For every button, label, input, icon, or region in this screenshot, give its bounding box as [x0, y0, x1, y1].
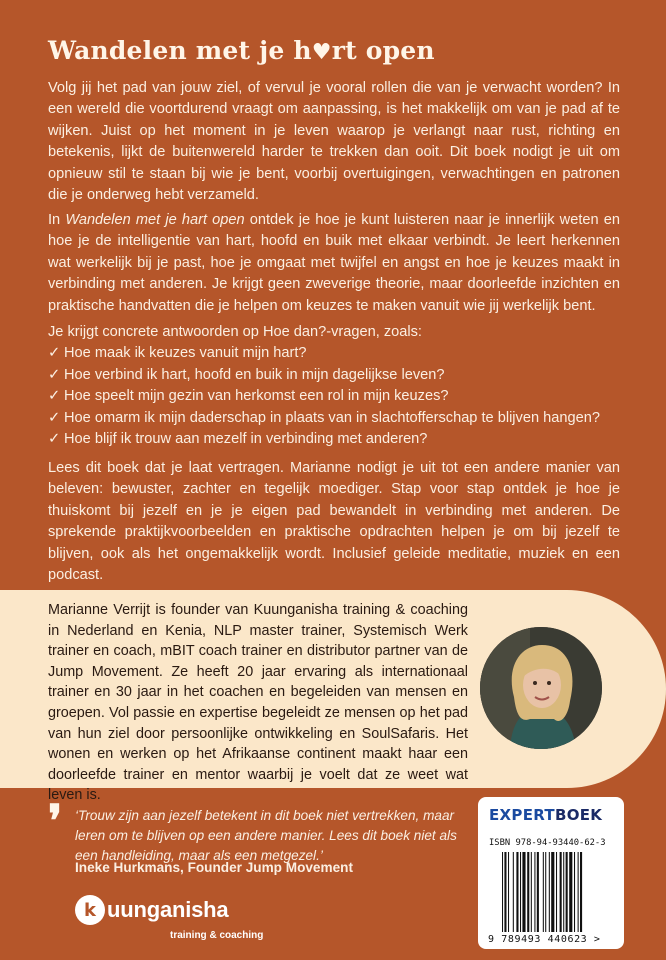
list-item: ✓ Hoe verbind ik hart, hoofd en buik in mijn dagelijkse leven? [48, 365, 620, 386]
book-title-inline: Wandelen met je hart open [65, 212, 245, 228]
kuunganisha-logo [75, 895, 228, 925]
logo-mark-icon: k [75, 895, 105, 925]
list-item: ✓ Hoe omarm ik mijn daderschap in plaats van in slachtofferschap te blijven hangen? [48, 408, 620, 429]
heart-icon: ♥ [311, 39, 332, 65]
isbn-label: ISBN 978-94-93440-62-3 [489, 838, 606, 848]
checkmark-icon: ✓ [48, 409, 61, 426]
checkmark-icon: ✓ [48, 366, 61, 383]
quote-author: Ineke Hurkmans, Founder Jump Movement [75, 860, 353, 875]
list-item: ✓ Hoe speelt mijn gezin van herkomst een rol in mijn keuzes? [48, 386, 620, 407]
checkmark-icon: ✓ [48, 431, 61, 448]
publisher-logo: EXPERTBOEK [489, 806, 603, 824]
book-title: Wandelen met je h♥rt open [48, 36, 435, 65]
questions-intro: Je krijgt concrete antwoorden op Hoe dan?-vragen, zoals: [48, 324, 422, 340]
author-photo [480, 627, 602, 749]
questions-list [48, 322, 620, 450]
quote-mark-icon: ❜ [48, 796, 63, 847]
logo-tagline: training & coaching [170, 930, 264, 941]
intro-paragraph: Volg jij het pad van jouw ziel, of vervul je vooral rollen die van je verwacht worden? In een wereld die voortdurend vraagt om aanpassing, is het makkelijk om van je pad af te wijken. Juist op het moment in je leven waarop je verlangt naar rust, richting en betekenis, lijkt de buitenwereld harder te trekken dan ooit. Dit boek nodigt je uit om opnieuw stil te staan bij wie je bent, voorbij overtuigingen, verwachtingen en patronen die je onderweg hebt verzameld. [48, 80, 620, 204]
checkmark-icon: ✓ [48, 388, 61, 405]
closing-paragraph: Lees dit boek dat je laat vertragen. Marianne nodigt je uit tot een andere manier van beleven: bewuster, zachter en tegelijk moediger. Stap voor stap ontdek je hoe je thuiskomt bij jezelf en je je eigen pad bewandelt in verbinding met anderen. De sprekende praktijkvoorbeelden en praktische opdrachten helpen je om bij jezelf te blijven, ook als het ongemakkelijk wordt. Inclusief geleide meditatie, muziek en een podcast. [48, 460, 620, 584]
endorsement-quote: ‘Trouw zijn aan jezelf betekent in dit boek niet vertrekken, maar leren om te blijven op een andere manier. Lees dit boek niet als een handleiding, maar als een metgezel.’ [75, 808, 457, 863]
list-item: ✓ Hoe maak ik keuzes vanuit mijn hart? [48, 343, 620, 364]
checkmark-icon: ✓ [48, 345, 61, 362]
logo-wordmark: uunganisha [107, 897, 229, 922]
description-paragraph: In Wandelen met je hart open ontdek je hoe je kunt luisteren naar je innerlijk weten en hoe je de intelligentie van hart, hoofd en buik met elkaar verbindt. Je leert herkennen wat werkelijk bij je past, hoe je omgaat met twijfel en angst en hoe je keuzes maakt in verbinding met anderen. Je krijgt geen zweverige theorie, maar doorleefde inzichten en praktische handvatten die je helpen om keuzes te maken vanuit wie jij werkelijk bent. [48, 212, 620, 314]
author-bio: Marianne Verrijt is founder van Kuunganisha training & coaching in Nederland en Kenia, NLP master trainer, Systemisch Werk trainer en coach, mBIT coach trainer en distributor partner van de Jump Movement. Ze heeft 20 jaar ervaring als internationaal trainer en 30 jaar in het coachen en begeleiden van mensen en groepen. Vol passie en expertise begeleidt ze mensen op het pad van hun ziel door persoonlijke ontwikkeling en SoulSafaris. Het wonen en werken op het Afrikaanse continent maakt haar een doorleefde trainer en mentor waarbij je voelt dat ze weet wat leven is. [48, 602, 468, 804]
barcode [502, 852, 614, 932]
list-item: ✓ Hoe blijf ik trouw aan mezelf in verbinding met anderen? [48, 429, 620, 450]
barcode-digits: 9 789493 440623 > [488, 934, 601, 945]
